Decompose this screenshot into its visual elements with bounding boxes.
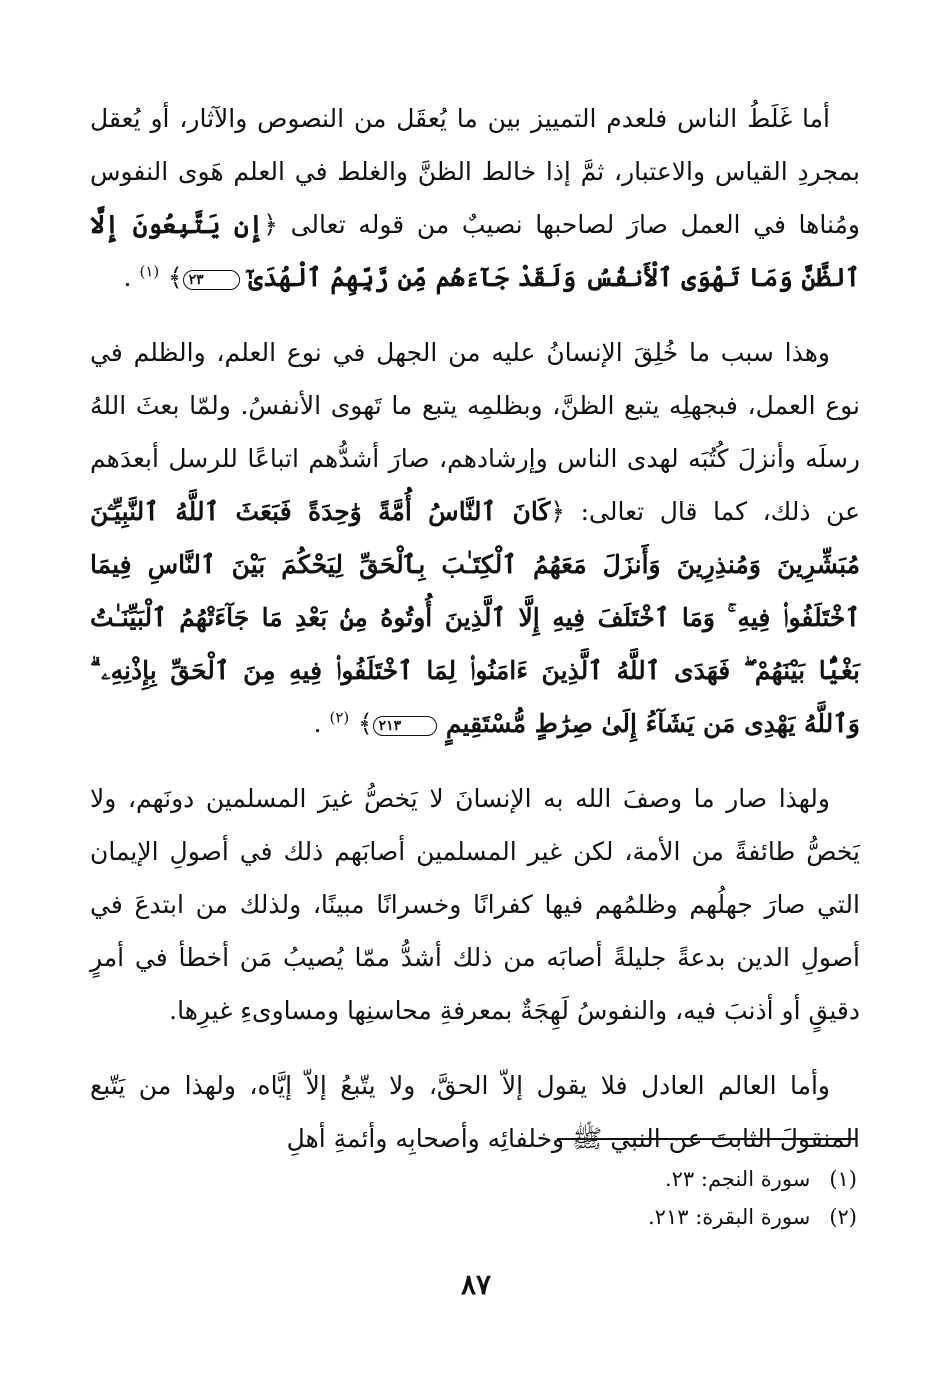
quran-close-bracket: ﴾ bbox=[357, 709, 373, 738]
paragraph-2 bbox=[90, 326, 860, 750]
sentence-end: . bbox=[123, 263, 132, 292]
paragraph-4 bbox=[90, 1059, 860, 1165]
quran-verse-1-text: إِن يَتَّبِعُونَ إِلَّا ٱلظَّنَّ وَمَا تَهْوَى ٱلْأَنفُسُ وَلَقَدْ جَآءَهُم مِّن رَّبِّهِمُ ٱلْهُدَىٰٓ bbox=[90, 210, 860, 292]
paragraph-1 bbox=[90, 92, 860, 304]
paragraph-3-text: ولهذا صار ما وصفَ الله به الإنسانَ لا يَخصُّ غيرَ المسلمين دونَهم، ولا يَخصُّ طائفةً من الأمة، لكن غير المسلمين أصابَهم ذلك في أصولِ الإيمان التي صارَ جهلُهم وظلمُهم فيها كفرانًا وخسرانًا مبينًا، ولذلك من ابتدعَ في أصولِ الدين بدعةً جليلةً أصابَه من ذلك أشدُّ ممّا يُصيبُ مَن أخطأ في أمرٍ دقيقٍ أو أذنبَ فيه، والنفوسُ لَهِجَةٌ بمعرفةِ محاسنِها ومساوىءِ غيرِها. bbox=[90, 784, 860, 1025]
main-text bbox=[90, 92, 860, 1187]
footnote-1-text: سورة النجم: ٢٣. bbox=[664, 1167, 811, 1191]
footnote-1 bbox=[87, 1160, 857, 1198]
footnote-divider bbox=[557, 1138, 857, 1140]
quran-open-bracket: ﴿ bbox=[263, 210, 278, 239]
ayah-number-marker: ٢١٣ bbox=[373, 716, 438, 736]
paragraph-1-text: أما غَلَطُ الناس فلعدم التمييز بين ما يُعقَل من النصوص والآثار، أو يُعقل بمجردِ القياس والاعتبار، ثمَّ إذا خالط الظنَّ والغلط في العلم هَوى النفوس ومُناها في العمل صارَ لصاحبها نصيبٌ من قوله تعالى bbox=[90, 104, 860, 239]
paragraph-4-text: وأما العالم العادل فلا يقول إلاّ الحقَّ، ولا يتّبعُ إلاّ إيَّاه، ولهذا من يَتّبع المنقولَ الثابتَ عن النبي ﷺ وخلفائِه وأصحابِه وأئمةِ أهلِ bbox=[90, 1071, 860, 1153]
footnote-ref-2: (٢) bbox=[329, 708, 350, 727]
paragraph-3 bbox=[90, 772, 860, 1037]
quran-close-bracket: ﴾ bbox=[167, 263, 183, 292]
page-number: ٨٧ bbox=[460, 1268, 492, 1301]
footnote-1-marker: (١) bbox=[829, 1167, 857, 1191]
footnote-2 bbox=[87, 1198, 857, 1236]
sentence-end: . bbox=[313, 709, 322, 738]
quran-open-bracket: ﴿ bbox=[550, 497, 566, 526]
footnote-ref-1: (١) bbox=[139, 262, 160, 281]
footnote-2-marker: (٢) bbox=[829, 1205, 857, 1229]
quran-verse-2-text: كَانَ ٱلنَّاسُ أُمَّةً وَٰحِدَةً فَبَعَثَ ٱللَّهُ ٱلنَّبِيِّـۧنَ مُبَشِّرِينَ وَمُنذِرِينَ وَأَنزَلَ مَعَهُمُ ٱلْكِتَـٰبَ بِٱلْحَقِّ لِيَحْكُمَ بَيْنَ ٱلنَّاسِ فِيمَا ٱخْتَلَفُوا۟ فِيهِ ۚ وَمَا ٱخْتَلَفَ فِيهِ إِلَّا ٱلَّذِينَ أُوتُوهُ مِنۢ بَعْدِ مَا جَآءَتْهُمُ ٱلْبَيِّنَـٰتُ بَغْيًۢا بَيْنَهُمْ ۖ فَهَدَى ٱللَّهُ ٱلَّذِينَ ءَامَنُوا۟ لِمَا ٱخْتَلَفُوا۟ فِيهِ مِنَ ٱلْحَقِّ بِإِذْنِهِۦ ۗ وَٱللَّهُ يَهْدِى مَن يَشَآءُ إِلَىٰ صِرَٰطٍ مُّسْتَقِيمٍ bbox=[90, 497, 860, 738]
footnotes bbox=[87, 1160, 857, 1236]
footnote-2-text: سورة البقرة: ٢١٣. bbox=[647, 1205, 811, 1229]
ayah-number-marker: ٢٣ bbox=[183, 270, 240, 290]
paragraph-2-text: وهذا سبب ما خُلِقَ الإنسانُ عليه من الجهل في نوع العلم، والظلم في نوع العمل، فبجهلِه يتبع الظنَّ، وبظلمِه يتبع ما تَهوى الأنفسُ. ولمّا بعثَ اللهُ رسلَه وأنزلَ كُتُبَه لهدى الناس وإرشادهم، صارَ أشدُّهم اتباعًا للرسل أبعدَهم عن ذلك، كما قال تعالى: bbox=[90, 338, 861, 526]
quran-verse-2 bbox=[90, 497, 860, 738]
